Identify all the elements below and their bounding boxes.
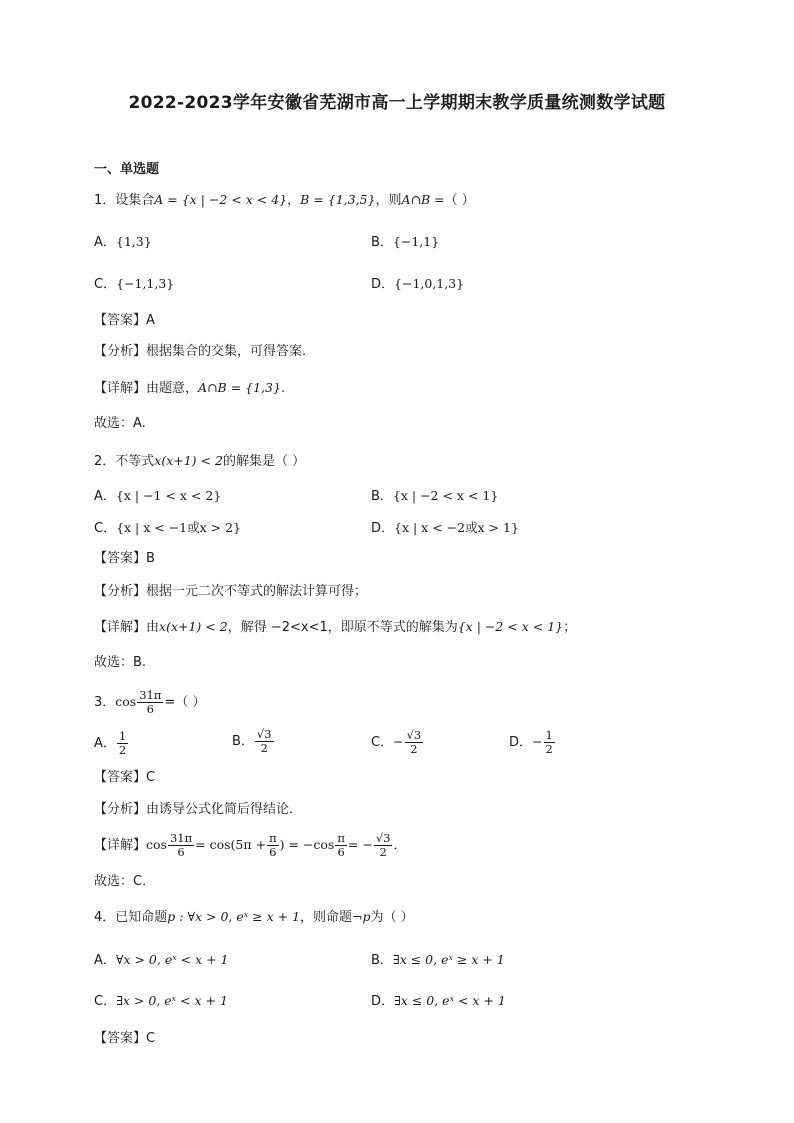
- q1-option-a: [94, 233, 152, 252]
- analysis-text: 根据一元二次不等式的解法计算可得；: [146, 584, 368, 599]
- fraction-denominator: 2: [260, 741, 268, 755]
- q3-choice: 故选：C．: [94, 874, 156, 889]
- q2-prefix: 2．不等式: [94, 454, 155, 469]
- fraction-numerator: π: [337, 831, 345, 845]
- fraction-denominator: 6: [269, 845, 277, 859]
- q3-analysis: [94, 801, 302, 819]
- q1-option-b: [371, 233, 439, 252]
- q1-set-a: A = {x | −2 < x < 4}: [154, 192, 288, 207]
- q1-option-c: [94, 275, 174, 294]
- option-letter: B．: [371, 953, 393, 968]
- detail-math: A∩B = {1,3}: [198, 380, 281, 395]
- question-3-stem: [94, 688, 205, 717]
- option-letter: B．: [232, 734, 254, 749]
- q4-option-b: [371, 951, 505, 970]
- fraction-numerator: 1: [545, 728, 553, 742]
- q1-analysis: [94, 343, 306, 361]
- option-value: ∃x ≤ 0, eˣ < x + 1: [394, 993, 506, 1008]
- q1-sep: ，: [287, 193, 301, 208]
- option-sign: −: [532, 734, 543, 749]
- option-value: {−1,1,3}: [116, 276, 175, 291]
- analysis-tag: 【分析】: [94, 344, 147, 359]
- q1-set-b: B = {1,3,5}: [300, 192, 376, 207]
- q2-detail: [94, 618, 576, 637]
- fraction-denominator: 2: [118, 743, 127, 757]
- option-value: ∃x > 0, eˣ < x + 1: [116, 993, 228, 1008]
- q3-option-a: [94, 730, 129, 758]
- fraction-numerator: π: [269, 831, 277, 845]
- detail-math: = −: [347, 837, 373, 852]
- q3-cos: cos: [115, 694, 137, 709]
- q1-expr: A∩B =: [401, 192, 445, 207]
- detail-tag: 【详解】: [94, 381, 147, 396]
- q3-fraction: [137, 689, 163, 716]
- detail-end: ；: [563, 620, 577, 635]
- option-value: {x | −1 < x < 2}: [115, 488, 222, 503]
- q3-answer: [94, 769, 155, 787]
- section-heading: 一、单选题: [94, 162, 160, 177]
- q1-option-d: [371, 275, 464, 294]
- detail-tag: 【详解】: [94, 838, 147, 853]
- answer-tag: 【答案】: [94, 313, 147, 328]
- answer-value: B: [146, 551, 155, 566]
- analysis-tag: 【分析】: [94, 584, 147, 599]
- option-sign: −: [393, 734, 404, 749]
- detail-math: {x | −2 < x < 1}: [457, 619, 564, 634]
- document-title: 2022-2023学年安徽省芜湖市高一上学期期末教学质量统测数学试题: [128, 93, 666, 113]
- detail-fraction: [374, 832, 393, 859]
- analysis-text: 由诱导公式化简后得结论．: [146, 802, 303, 817]
- option-letter: D．: [371, 994, 395, 1009]
- fraction-denominator: 6: [177, 845, 185, 859]
- detail-end: .: [280, 381, 286, 396]
- q2-analysis: [94, 583, 367, 601]
- option-letter: D．: [371, 277, 395, 292]
- detail-math: x(x+1) < 2: [159, 619, 228, 634]
- option-letter: C．: [94, 521, 117, 536]
- q3-detail: [94, 830, 407, 861]
- q4-suffix: 为（ ）: [370, 910, 414, 925]
- option-value: ∀x > 0, eˣ < x + 1: [115, 952, 229, 967]
- q2-option-c: [94, 519, 241, 538]
- option-value: {−1,0,1,3}: [394, 276, 465, 291]
- q4-option-a: [94, 951, 229, 970]
- option-value: {1,3}: [115, 234, 152, 249]
- q3-option-b: [232, 728, 275, 756]
- fraction-numerator: 31π: [139, 688, 162, 702]
- fraction-numerator: 1: [118, 729, 127, 743]
- q1-detail: [94, 379, 285, 398]
- q1-mid: ，则: [375, 193, 402, 208]
- q1-answer: [94, 312, 155, 330]
- option-letter: A．: [94, 235, 116, 250]
- answer-tag: 【答案】: [94, 1031, 147, 1046]
- question-2-stem: [94, 452, 305, 471]
- option-letter: C．: [94, 277, 117, 292]
- option-value: {x | x < −1或x > 2}: [116, 520, 242, 535]
- detail-tag: 【详解】: [94, 620, 147, 635]
- option-letter: B．: [371, 235, 393, 250]
- q3-prefix: 3．: [94, 695, 116, 710]
- option-fraction: [405, 729, 424, 756]
- fraction-denominator: 2: [545, 742, 553, 756]
- fraction-numerator: √3: [256, 727, 272, 741]
- option-value: {x | −2 < x < 1}: [392, 488, 499, 503]
- option-fraction: [255, 728, 274, 755]
- q2-suffix: 的解集是（ ）: [222, 454, 306, 469]
- analysis-text: 根据集合的交集，可得答案.: [146, 344, 307, 359]
- q3-option-d: [509, 728, 556, 757]
- fraction-denominator: 2: [410, 742, 418, 756]
- q4-option-c: [94, 992, 228, 1011]
- detail-fraction: [267, 832, 279, 859]
- detail-text: 由: [146, 620, 160, 635]
- option-letter: B．: [371, 489, 393, 504]
- question-4-stem: [94, 908, 414, 927]
- detail-fraction: [168, 832, 194, 859]
- option-value: {x | x < −2或x > 1}: [394, 520, 519, 535]
- q1-suffix: （ ）: [444, 193, 475, 208]
- q2-option-d: [371, 519, 519, 538]
- q1-prefix: 1．设集合: [94, 193, 155, 208]
- q3-option-c: [371, 728, 424, 757]
- option-letter: A．: [94, 489, 116, 504]
- option-letter: A．: [94, 953, 116, 968]
- answer-tag: 【答案】: [94, 551, 147, 566]
- q4-math: p : ∀x > 0, eˣ ≥ x + 1: [167, 909, 301, 924]
- answer-value: C: [146, 1031, 156, 1046]
- detail-math: ) = −cos: [279, 837, 335, 852]
- option-letter: D．: [371, 521, 395, 536]
- q1-choice: 故选：A.: [94, 416, 146, 431]
- fraction-numerator: 31π: [169, 831, 193, 845]
- detail-fraction: [335, 832, 347, 859]
- detail-text: ，解得 −2<x<1，即原不等式的解集为: [227, 620, 458, 635]
- q4-prefix: 4．已知命题: [94, 910, 168, 925]
- detail-math: = cos(5π +: [195, 837, 267, 852]
- q4-negation: ¬p: [352, 909, 371, 924]
- option-letter: C．: [371, 735, 394, 750]
- fraction-denominator: 2: [379, 845, 387, 859]
- q2-math: x(x+1) < 2: [154, 453, 223, 468]
- q2-option-b: [371, 487, 498, 506]
- option-fraction: [117, 730, 128, 757]
- q4-option-d: [371, 992, 506, 1011]
- detail-math: cos: [146, 837, 167, 852]
- analysis-tag: 【分析】: [94, 802, 147, 817]
- q4-answer: [94, 1030, 155, 1048]
- fraction-denominator: 6: [337, 845, 345, 859]
- q2-answer: [94, 550, 155, 568]
- detail-end: ．: [393, 838, 407, 853]
- option-value: {−1,1}: [392, 234, 440, 249]
- q2-option-a: [94, 487, 221, 506]
- fraction-denominator: 6: [146, 702, 154, 716]
- option-letter: D．: [509, 735, 533, 750]
- answer-value: C: [146, 770, 156, 785]
- fraction-numerator: √3: [406, 728, 422, 742]
- option-letter: A．: [94, 736, 116, 751]
- answer-tag: 【答案】: [94, 770, 147, 785]
- answer-value: A: [146, 313, 155, 328]
- q2-choice: 故选：B.: [94, 655, 147, 670]
- fraction-numerator: √3: [375, 831, 391, 845]
- option-letter: C．: [94, 994, 117, 1009]
- option-fraction: [544, 729, 555, 756]
- detail-text: 由题意，: [146, 381, 199, 396]
- question-1-stem: [94, 191, 475, 210]
- option-value: ∃x ≤ 0, eˣ ≥ x + 1: [392, 952, 505, 967]
- q3-suffix: =（ ）: [164, 695, 206, 710]
- q4-mid: ，则命题: [300, 910, 353, 925]
